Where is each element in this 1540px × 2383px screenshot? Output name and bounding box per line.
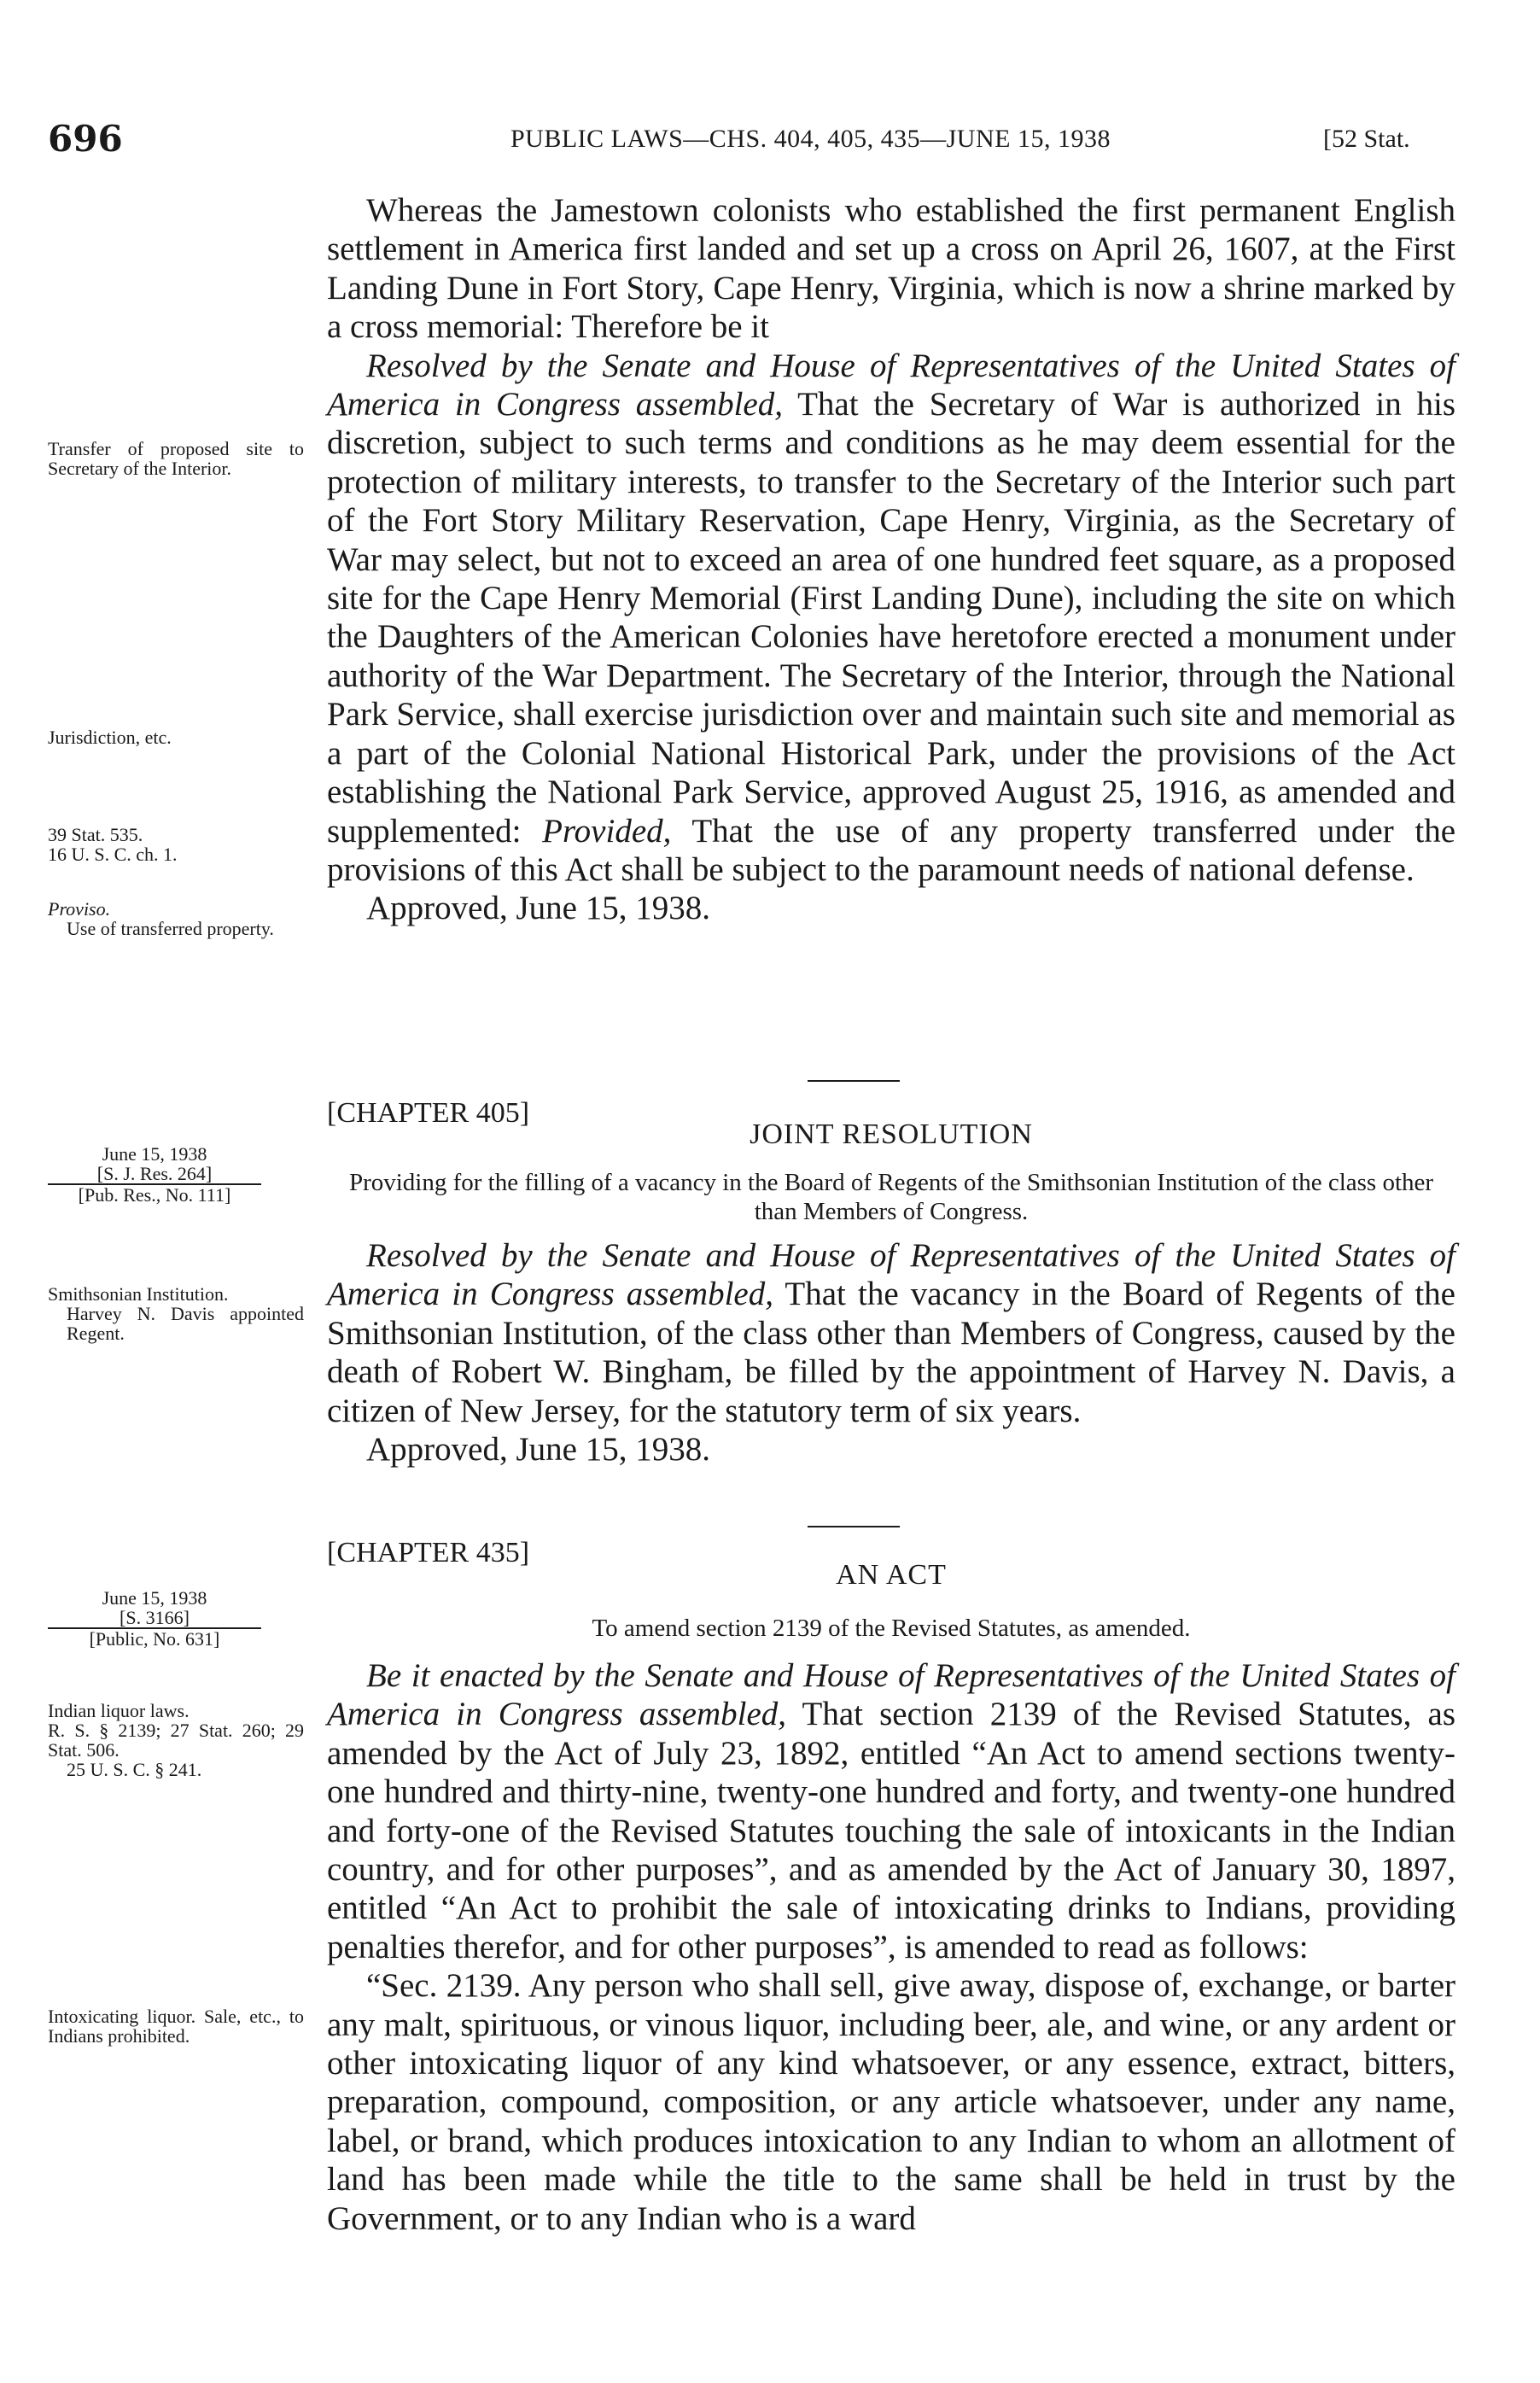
margin-note-proviso	[48, 899, 304, 938]
resolved-clause	[327, 1236, 1455, 1430]
proviso-label: Proviso.	[48, 898, 111, 920]
margin-note-ch405-ref	[48, 1144, 261, 1205]
margin-note-stat-ref	[48, 825, 304, 864]
chapter-405-heading: [CHAPTER 405]	[327, 1097, 530, 1129]
ch435-bill: [S. 3166]	[48, 1608, 261, 1629]
margin-note-jurisdiction: Jurisdiction, etc.	[48, 727, 172, 748]
indian-note-2: R. S. § 2139; 27 Stat. 260; 29 Stat. 506.	[48, 1720, 304, 1761]
resolved-text: That the vacancy in the Board of Regents of the Smithsonian Institution, of the class other than Members of Congress, caused by the death of Robert W. Bingham, be filled by the appointment of Harvey N. Davis, a citizen of New Jersey, for the statutory term of six years.	[327, 1276, 1455, 1429]
chapter-405-body	[327, 1236, 1455, 1469]
ch435-pub: [Public, No. 631]	[89, 1628, 220, 1650]
whereas-text: Whereas the Jamestown colonists who established the first permanent English settlement in America first landed and set up a cross on April 26, 1607, at the First Landing Dune in Fort Story, Cape Henry, Virginia, which is now a shrine marked by a cross memorial: Therefore be it	[327, 192, 1455, 346]
ch405-bill: [S. J. Res. 264]	[48, 1164, 261, 1185]
section-text: Any person who shall sell, give away, dispose of, exchange, or barter any malt, spirituous, or vinous liquor, including beer, ale, and wine, or any ardent or other intoxicating liquor of any kind whatsoever, or any essence, extract, bitters, preparation, compound, composition, or any article whatsoever, under any name, label, or brand, which produces intoxication to any Indian to whom an allotment of land has been made while the title to the same shall be held in trust by the Government, or to any Indian who is a ward	[327, 1967, 1455, 2237]
resolved-italic: Resolved by the Senate and House of Representatives of the United States of America in Congress assembled,	[327, 347, 1455, 423]
indian-note-1: Indian liquor laws.	[48, 1700, 190, 1721]
approved-line: Approved, June 15, 1938.	[366, 1431, 710, 1469]
page-number: 696	[48, 118, 123, 160]
smithsonian-note-2: Harvey N. Davis appointed Regent.	[67, 1303, 304, 1344]
section-divider	[808, 1526, 900, 1527]
margin-note-ch435-ref	[48, 1588, 261, 1649]
section-divider	[808, 1080, 900, 1082]
resolved-clause	[327, 347, 1455, 890]
resolved-text: That the Secretary of War is authorized in his discretion, subject to such terms and conditions as he may deem essential for the protection of military interests, to transfer to the Secretary of the Interior such part of the Fort Story Military Reservation, Cape Henry, Virginia, as the Secretary of War may select, but not to exceed an area of one hundred feet square, as a proposed site for the Cape Henry Memorial (First Landing Dune), including the site on which the Daughters of the American Colonies have heretofore erected a monument under authority of the War Department. The Secretary of the Interior, through the National Park Service, shall exercise jurisdiction over and maintain such site and memorial as a part of the Colonial National Historical Park, under the provisions of the Act establishing the National Park Service, approved August 25, 1916, as amended and supplemented:	[327, 386, 1455, 850]
resolved-italic: Resolved by the Senate and House of Representatives of the United States of America in Congress assembled,	[327, 1237, 1455, 1313]
indian-note-3: 25 U. S. C. § 241.	[67, 1759, 202, 1780]
enacting-clause	[327, 1656, 1455, 1966]
document-type: AN ACT	[836, 1559, 947, 1591]
stat-ref-2: 16 U. S. C. ch. 1.	[48, 844, 178, 865]
margin-note-intoxicating: Intoxicating liquor. Sale, etc., to Indians prohibited.	[48, 2006, 304, 2047]
chapter-404-body	[327, 191, 1455, 927]
margin-note-smithsonian	[48, 1284, 304, 1343]
chapter-435-heading: [CHAPTER 435]	[327, 1537, 530, 1568]
chapter-435-body	[327, 1656, 1455, 2238]
margin-note-indian-liquor	[48, 1701, 304, 1779]
enacted-text: That section 2139 of the Revised Statutes, as amended by the Act of July 23, 1892, entitled “An Act to amend sections twenty-one hundred and thirty-nine, twenty-one hundred and forty, and twenty-one hundred and forty-one of the Revised Statutes touching the sale of intoxicants in the Indian country, and for other purposes”, and as amended by the Act of January 30, 1897, entitled “An Act to prohibit the sale of intoxicating drinks to Indians, providing penalties therefor, and for other purposes”, is amended to read as follows:	[327, 1696, 1455, 1965]
purpose-statement: Providing for the filling of a vacancy in the Board of Regents of the Smithsonian Institution of the class other than Members of Congress.	[348, 1169, 1434, 1225]
document-type: JOINT RESOLUTION	[750, 1118, 1033, 1150]
running-head: PUBLIC LAWS—CHS. 404, 405, 435—JUNE 15, 1938	[510, 125, 1111, 153]
ch405-pub: [Pub. Res., No. 111]	[78, 1184, 231, 1206]
section-label: “Sec. 2139.	[366, 1967, 522, 2005]
whereas-clause	[327, 191, 1455, 347]
ch405-date: June 15, 1938	[102, 1143, 207, 1165]
provided-text: That the use of any property transferred under the provisions of this Act shall be subject to the paramount needs of national defense.	[327, 812, 1456, 888]
approved-line: Approved, June 15, 1938.	[366, 890, 710, 927]
proviso-note: Use of transferred property.	[67, 918, 274, 939]
volume-reference: [52 Stat.	[1323, 125, 1410, 153]
smithsonian-note-1: Smithsonian Institution.	[48, 1283, 229, 1305]
margin-note-transfer: Transfer of proposed site to Secretary of the Interior.	[48, 438, 304, 479]
enacted-italic: Be it enacted by the Senate and House of Representatives of the United States of America in Congress assembled,	[327, 1657, 1455, 1733]
section-2139	[327, 1966, 1455, 2238]
stat-ref-1: 39 Stat. 535.	[48, 824, 143, 845]
ch435-date: June 15, 1938	[102, 1587, 207, 1609]
provided-italic: Provided,	[542, 812, 672, 850]
purpose-statement: To amend section 2139 of the Revised Statutes, as amended.	[592, 1615, 1191, 1642]
